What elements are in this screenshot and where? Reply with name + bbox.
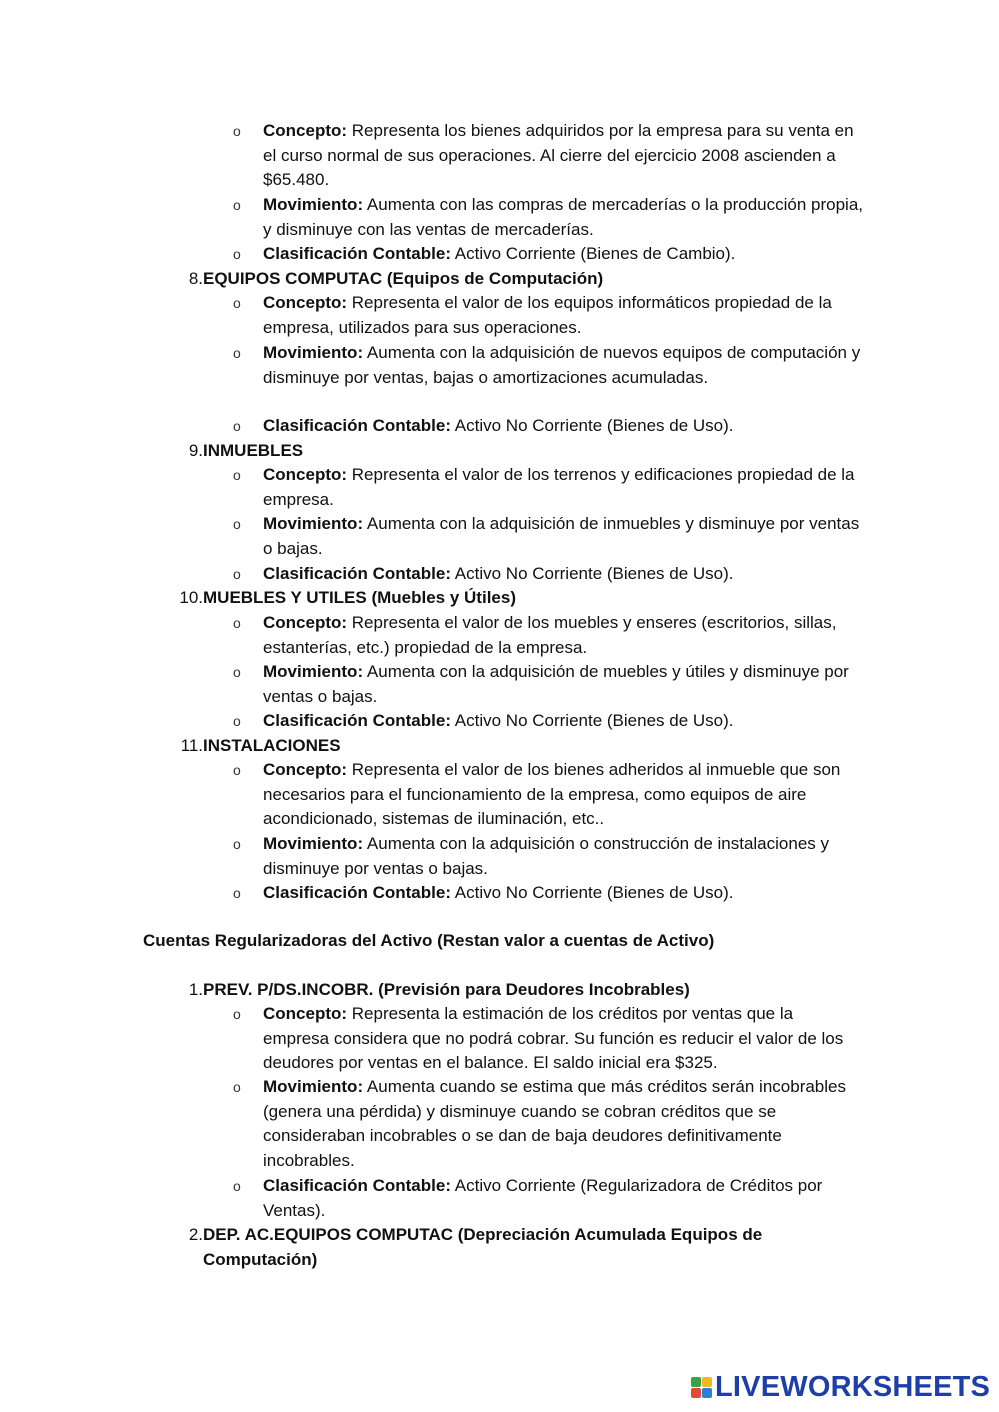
clasificacion-label: Clasificación Contable: xyxy=(263,416,451,435)
clasificacion-paragraph xyxy=(263,562,863,587)
item-number: 2. xyxy=(188,1225,203,1244)
list-item-prevision-incobrables xyxy=(143,978,863,1003)
bullet-marker: o xyxy=(233,123,241,139)
bullet-marker: o xyxy=(233,246,241,262)
movimiento-text: Aumenta cuando se estima que más créditos serán incobrables (genera una pérdida) y disminuye cuando se cobran créditos que se consideraban incobrables o se dan de baja deudores definitivamente incobrables. xyxy=(263,1077,846,1170)
bullet-marker: o xyxy=(233,1006,241,1022)
movimiento-text: Aumenta con la adquisición de inmuebles y disminuye por ventas o bajas. xyxy=(263,514,860,558)
concepto-paragraph xyxy=(263,463,863,512)
clasificacion-text: Activo No Corriente (Bienes de Uso). xyxy=(450,564,734,583)
clasificacion-label: Clasificación Contable: xyxy=(263,564,451,583)
item-number: 10. xyxy=(179,588,203,607)
bullet-marker: o xyxy=(233,516,241,532)
section-heading: Cuentas Regularizadoras del Activo (Restan valor a cuentas de Activo) xyxy=(143,931,715,950)
item-title: EQUIPOS COMPUTAC (Equipos de Computación) xyxy=(203,269,604,288)
movimiento-label: Movimiento: xyxy=(263,343,364,362)
item-number: 9. xyxy=(188,441,203,460)
bullet-marker: o xyxy=(233,762,241,778)
clasificacion-label: Clasificación Contable: xyxy=(263,1176,451,1195)
bullet-marker: o xyxy=(233,345,241,361)
clasificacion-label: Clasificación Contable: xyxy=(263,883,451,902)
concepto-text: Representa el valor de los bienes adheridos al inmueble que son necesarios para el funcionamiento de la empresa, como equipos de aire acondicionado, sistemas de iluminación, etc.. xyxy=(263,760,841,829)
concepto-label: Concepto: xyxy=(263,121,348,140)
movimiento-label: Movimiento: xyxy=(263,834,364,853)
clasificacion-paragraph xyxy=(263,1174,863,1223)
clasificacion-label: Clasificación Contable: xyxy=(263,244,451,263)
movimiento-text: Aumenta con la adquisición o construcción de instalaciones y disminuye por ventas o bajas. xyxy=(263,834,829,878)
clasificacion-text: Activo No Corriente (Bienes de Uso). xyxy=(450,711,734,730)
bullet-marker: o xyxy=(233,713,241,729)
bullet-marker: o xyxy=(233,197,241,213)
movimiento-label: Movimiento: xyxy=(263,1077,364,1096)
clasificacion-paragraph xyxy=(263,709,863,734)
bullet-marker: o xyxy=(233,566,241,582)
concepto-paragraph xyxy=(263,1002,863,1076)
bullet-marker: o xyxy=(233,836,241,852)
list-item-inmuebles xyxy=(143,439,863,464)
clasificacion-paragraph xyxy=(263,242,863,267)
movimiento-label: Movimiento: xyxy=(263,662,364,681)
clasificacion-paragraph xyxy=(263,881,863,906)
concepto-text: Representa el valor de los muebles y enseres (escritorios, sillas, estanterías, etc.) propiedad de la empresa. xyxy=(263,613,837,657)
clasificacion-text: Activo No Corriente (Bienes de Uso). xyxy=(450,883,734,902)
concepto-paragraph xyxy=(263,758,863,832)
bullet-marker: o xyxy=(233,1079,241,1095)
movimiento-paragraph xyxy=(263,832,863,881)
concepto-label: Concepto: xyxy=(263,613,348,632)
concepto-paragraph xyxy=(263,291,863,340)
list-item-depreciacion-equipos xyxy=(143,1223,863,1269)
concepto-paragraph xyxy=(263,119,863,193)
bullet-marker: o xyxy=(233,1178,241,1194)
concepto-label: Concepto: xyxy=(263,1004,348,1023)
movimiento-paragraph xyxy=(263,341,863,390)
item-number: 8. xyxy=(188,269,203,288)
clasificacion-label: Clasificación Contable: xyxy=(263,711,451,730)
concepto-paragraph xyxy=(263,611,863,660)
movimiento-text: Aumenta con la adquisición de muebles y útiles y disminuye por ventas o bajas. xyxy=(263,662,849,706)
list-item-muebles-y-utiles xyxy=(143,586,863,611)
movimiento-text: Aumenta con la adquisición de nuevos equipos de computación y disminuye por ventas, bajas o amortizaciones acumuladas. xyxy=(263,343,861,387)
clasificacion-paragraph xyxy=(263,414,863,439)
concepto-label: Concepto: xyxy=(263,465,348,484)
logo-text: LIVEWORKSHEETS xyxy=(715,1370,991,1403)
list-item-instalaciones xyxy=(143,734,863,759)
bullet-marker: o xyxy=(233,467,241,483)
movimiento-label: Movimiento: xyxy=(263,195,364,214)
bullet-marker: o xyxy=(233,664,241,680)
item-number: 11. xyxy=(180,736,203,755)
item-number: 1. xyxy=(188,980,203,999)
item-title: PREV. P/DS.INCOBR. (Previsión para Deudores Incobrables) xyxy=(203,980,690,999)
concepto-text: Representa el valor de los terrenos y edificaciones propiedad de la empresa. xyxy=(263,465,855,509)
concepto-text: Representa el valor de los equipos informáticos propiedad de la empresa, utilizados para sus operaciones. xyxy=(263,293,832,337)
concepto-text: Representa los bienes adquiridos por la empresa para su venta en el curso normal de sus operaciones. Al cierre del ejercicio 2008 ascienden a $65.480. xyxy=(263,121,854,190)
bullet-marker: o xyxy=(233,418,241,434)
clasificacion-text: Activo Corriente (Bienes de Cambio). xyxy=(450,244,736,263)
concepto-text: Representa la estimación de los créditos por ventas que la empresa considera que no podrá cobrar. Su función es reducir el valor de los deudores por ventas en el balance. El saldo inicial era $325. xyxy=(263,1004,844,1073)
movimiento-paragraph xyxy=(263,1075,863,1173)
clasificacion-text: Activo Corriente (Regularizadora de Créditos por Ventas). xyxy=(263,1176,823,1220)
concepto-label: Concepto: xyxy=(263,293,348,312)
concepto-label: Concepto: xyxy=(263,760,348,779)
movimiento-label: Movimiento: xyxy=(263,514,364,533)
bullet-marker: o xyxy=(233,295,241,311)
logo-mark-icon xyxy=(691,1377,712,1398)
movimiento-paragraph xyxy=(263,193,863,242)
clasificacion-text: Activo No Corriente (Bienes de Uso). xyxy=(450,416,734,435)
list-item-equipos-computac xyxy=(143,267,863,292)
liveworksheets-logo xyxy=(691,1371,990,1403)
movimiento-paragraph xyxy=(263,660,863,709)
item-title: INSTALACIONES xyxy=(203,736,341,755)
bullet-marker: o xyxy=(233,885,241,901)
item-title: MUEBLES Y UTILES (Muebles y Útiles) xyxy=(203,588,516,607)
bullet-marker: o xyxy=(233,615,241,631)
movimiento-paragraph xyxy=(263,512,863,561)
item-title: INMUEBLES xyxy=(203,441,304,460)
movimiento-text: Aumenta con las compras de mercaderías o la producción propia, y disminuye con las ventas de mercaderías. xyxy=(263,195,863,239)
item-title: DEP. AC.EQUIPOS COMPUTAC (Depreciación Acumulada Equipos de Computación) xyxy=(203,1225,763,1269)
